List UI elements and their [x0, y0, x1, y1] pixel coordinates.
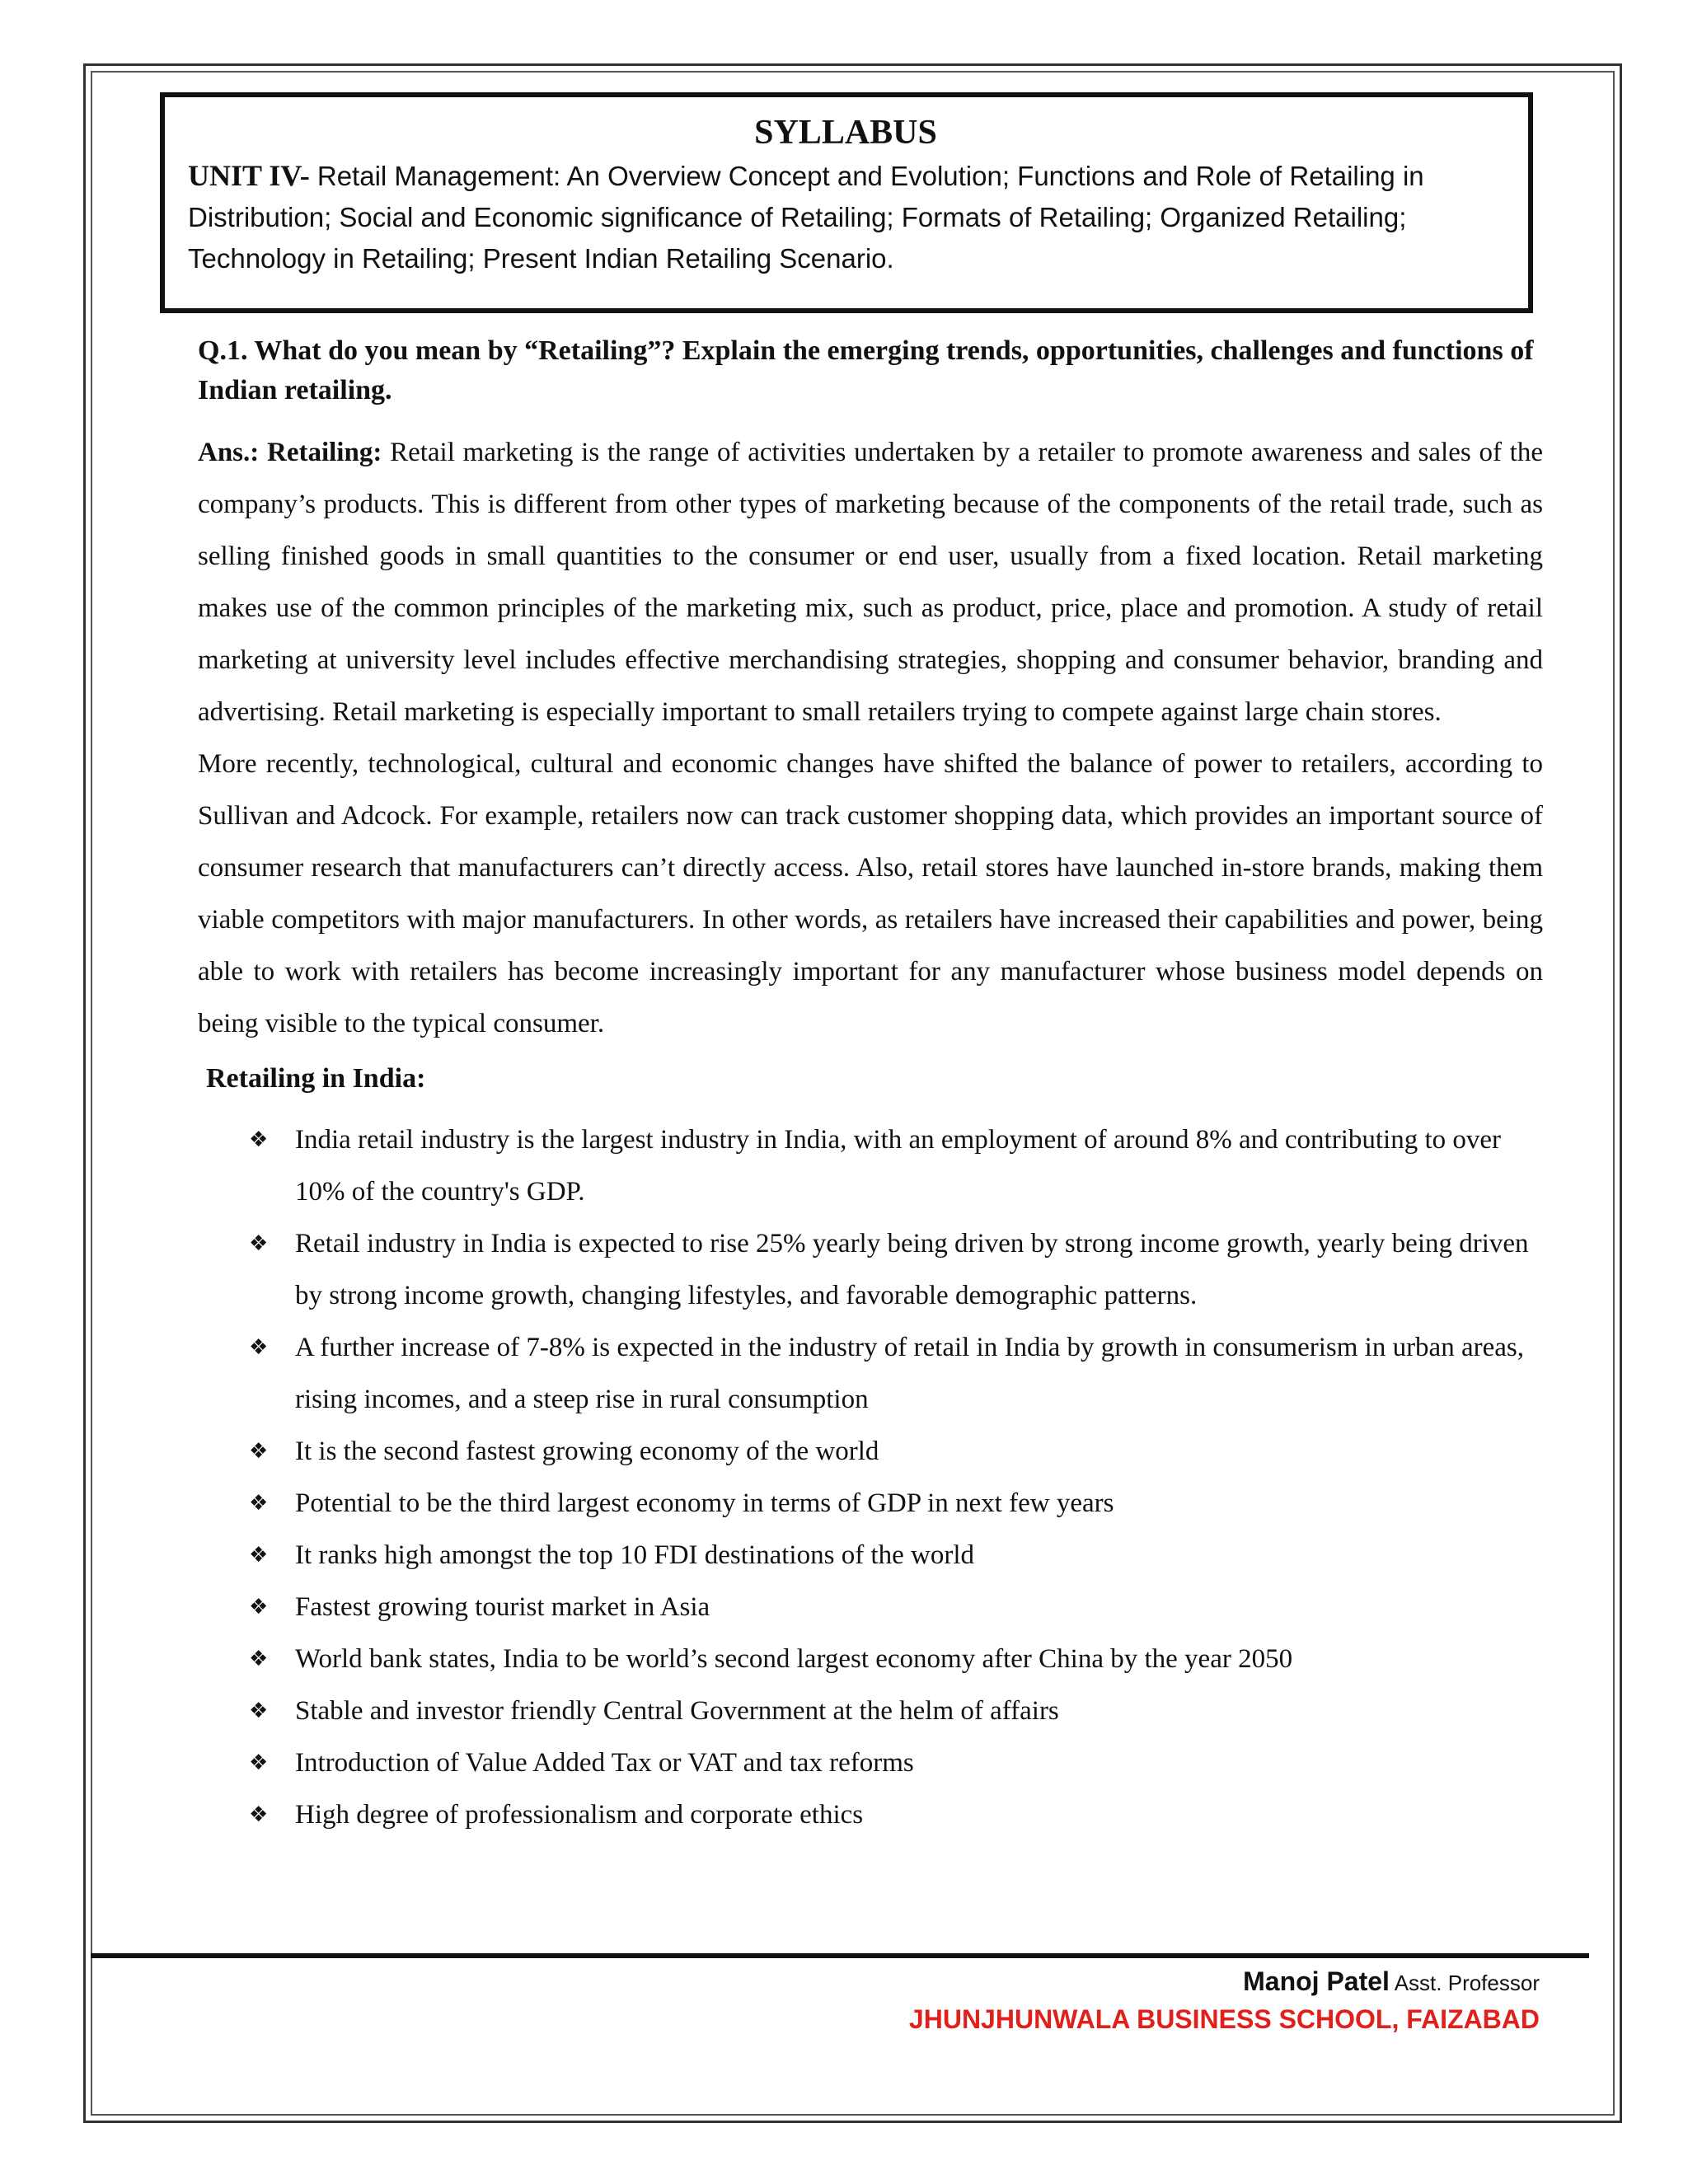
- diamond-bullet-icon: ❖: [249, 1491, 269, 1516]
- diamond-bullet-icon: ❖: [249, 1231, 269, 1256]
- diamond-bullet-icon: ❖: [249, 1647, 269, 1671]
- bullet-item: [198, 1789, 1543, 1841]
- main-content: [198, 331, 1543, 1841]
- bullet-text: Stable and investor friendly Central Government at the helm of affairs: [295, 1696, 1059, 1726]
- question-heading: Q.1. What do you mean by “Retailing”? Explain the emerging trends, opportunities, challenges and functions of Indian retailing.: [198, 335, 1534, 405]
- bullet-item: [198, 1685, 1543, 1737]
- diamond-bullet-icon: ❖: [249, 1335, 269, 1360]
- syllabus-body: [188, 155, 1503, 279]
- diamond-bullet-icon: ❖: [249, 1750, 269, 1775]
- bullet-text: A further increase of 7-8% is expected in the industry of retail in India by growth in consumerism in urban areas, rising incomes, and a steep rise in rural consumption: [295, 1333, 1524, 1414]
- bullet-item: [198, 1582, 1543, 1633]
- diamond-bullet-icon: ❖: [249, 1127, 269, 1152]
- bullet-item: [198, 1478, 1543, 1530]
- syllabus-unit-label: UNIT IV-: [188, 159, 310, 192]
- bullet-item: [198, 1737, 1543, 1789]
- bullet-item: [198, 1114, 1543, 1218]
- bullet-item: [198, 1530, 1543, 1582]
- answer-label: Ans.: Retailing:: [198, 438, 382, 467]
- footer: [909, 1965, 1540, 2039]
- bullet-text: Potential to be the third largest economy in terms of GDP in next few years: [295, 1488, 1114, 1518]
- bullet-text: It ranks high amongst the top 10 FDI destinations of the world: [295, 1540, 974, 1570]
- syllabus-box: [160, 92, 1533, 313]
- bullet-text: It is the second fastest growing economy of the world: [295, 1436, 879, 1466]
- bullet-item: [198, 1633, 1543, 1685]
- footer-rule: [91, 1953, 1589, 1958]
- bullet-text: High degree of professionalism and corporate ethics: [295, 1800, 864, 1830]
- syllabus-title: SYLLABUS: [754, 114, 937, 152]
- bullet-text: Fastest growing tourist market in Asia: [295, 1592, 710, 1622]
- footer-author-role: Asst. Professor: [1389, 1971, 1540, 1995]
- bullet-text: Retail industry in India is expected to rise 25% yearly being driven by strong income growth, yearly being driven by strong income growth, changing lifestyles, and favorable demographic patterns.: [295, 1229, 1529, 1310]
- bullet-item: [198, 1218, 1543, 1322]
- syllabus-unit-text: Retail Management: An Overview Concept and Evolution; Functions and Role of Retailing in Distribution; Social and Economic significance of Retailing; Formats of Retailing; Organized Retailing; Technology in Retailing; Present Indian Retailing Scenario.: [188, 161, 1424, 274]
- diamond-bullet-icon: ❖: [249, 1543, 269, 1568]
- answer-paragraph-2: More recently, technological, cultural and economic changes have shifted the balance of power to retailers, according to Sullivan and Adcock. For example, retailers now can track customer shopping data, which provides an important source of consumer research that manufacturers can’t directly access. Also, retail stores have launched in-store brands, making them viable competitors with major manufacturers. In other words, as retailers have increased their capabilities and power, being able to work with retailers has become increasingly important for any manufacturer whose business model depends on being visible to the typical consumer.: [198, 749, 1543, 1038]
- diamond-bullet-icon: ❖: [249, 1699, 269, 1723]
- bullet-text: India retail industry is the largest industry in India, with an employment of around 8% and contributing to over 10% of the country's GDP.: [295, 1125, 1502, 1207]
- bullet-item: [198, 1426, 1543, 1478]
- footer-author: [909, 1965, 1540, 1999]
- diamond-bullet-icon: ❖: [249, 1802, 269, 1827]
- bullet-item: [198, 1322, 1543, 1426]
- answer-text-1: Retail marketing is the range of activities undertaken by a retailer to promote awareness and sales of the company’s products. This is different from other types of marketing because of the components of the retail trade, such as selling finished goods in small quantities to the consumer or end user, usually from a fixed location. Retail marketing makes use of the common principles of the marketing mix, such as product, price, place and promotion. A study of retail marketing at university level includes effective merchandising strategies, shopping and consumer behavior, branding and advertising. Retail marketing is especially important to small retailers trying to compete against large chain stores.: [198, 438, 1543, 727]
- diamond-bullet-icon: ❖: [249, 1595, 269, 1619]
- footer-school-name: JHUNJHUNWALA BUSINESS SCHOOL, FAIZABAD: [908, 2004, 1540, 2034]
- diamond-bullet-icon: ❖: [249, 1439, 269, 1464]
- bullet-list: [198, 1114, 1543, 1841]
- answer-paragraph-1: [198, 427, 1543, 738]
- bullet-text: Introduction of Value Added Tax or VAT and tax reforms: [295, 1748, 914, 1778]
- bullet-text: World bank states, India to be world’s second largest economy after China by the year 2050: [295, 1644, 1293, 1674]
- section-heading-retailing-india: Retailing in India:: [206, 1063, 426, 1094]
- footer-author-name: Manoj Patel: [1243, 1966, 1390, 1996]
